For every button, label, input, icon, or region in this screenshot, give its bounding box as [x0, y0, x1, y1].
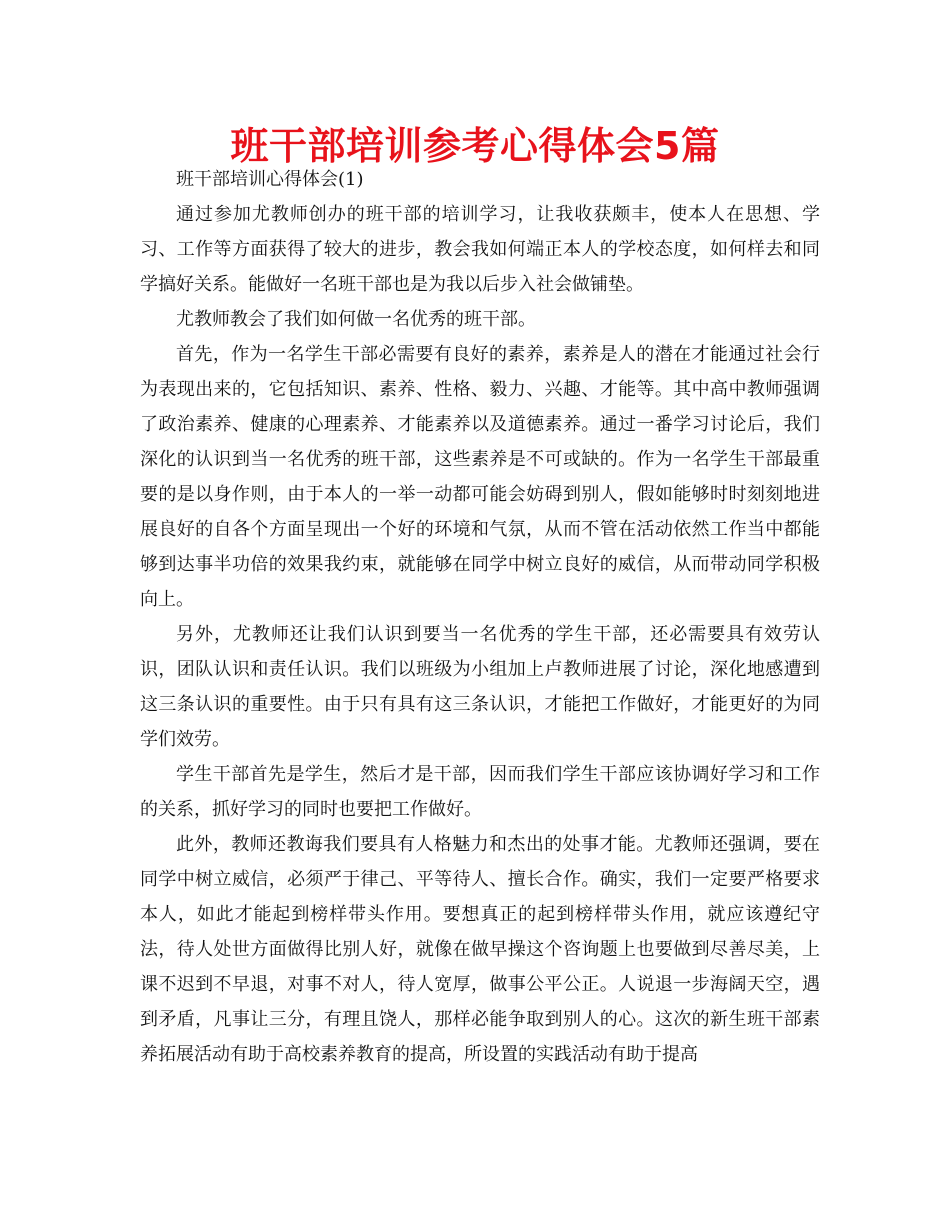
- section-subtitle: 班干部培训心得体会(1): [176, 169, 364, 190]
- paragraph-6: 此外，教师还教诲我们要具有人格魅力和杰出的处事才能。尤教师还强调，要在同学中树立威信，必须严于律己、平等待人、擅长合作。确实，我们一定要严格要求本人，如此才能起到榜样带头作用。要想真正的起到榜样带头作用，就应该遵纪守法，待人处世方面做得比别人好，就像在做早操这个咨询题上也要做到尽善尽美，上课不迟到不早退，对事不对人，待人宽厚，做事公平公正。人说退一步海阔天空，遇到矛盾，凡事让三分，有理且饶人，那样必能争取到别人的心。这次的新生班干部素养拓展活动有助于高校素养教育的提高，所设置的实践活动有助于提高: [140, 834, 820, 1065]
- paragraph-3: 首先，作为一名学生干部必需要有良好的素养，素养是人的潜在才能通过社会行为表现出来的，它包括知识、素养、性格、毅力、兴趣、才能等。其中高中教师强调了政治素养、健康的心理素养、才能素养以及道德素养。通过一番学习讨论后，我们深化的认识到当一名优秀的班干部，这些素养是不可或缺的。作为一名学生干部最重要的是以身作则，由于本人的一举一动都可能会妨碍到别人，假如能够时时刻刻地进展良好的自各个方面呈现出一个好的环境和气氛，从而不管在活动依然工作当中都能够到达事半功倍的效果我约束，就能够在同学中树立良好的威信，从而带动同学积极向上。: [140, 344, 820, 610]
- document-body: [140, 162, 820, 1072]
- paragraph-2: 尤教师教会了我们如何做一名优秀的班干部。: [176, 309, 536, 330]
- paragraph-5: 学生干部首先是学生，然后才是干部，因而我们学生干部应该协调好学习和工作的关系，抓好学习的同时也要把工作做好。: [140, 764, 820, 820]
- paragraph-4: 另外，尤教师还让我们认识到要当一名优秀的学生干部，还必需要具有效劳认识，团队认识和责任认识。我们以班级为小组加上卢教师进展了讨论，深化地感遭到这三条认识的重要性。由于只有具有这三条认识，才能把工作做好，才能更好的为同学们效劳。: [140, 624, 820, 750]
- document-title: 班干部培训参考心得体会5篇: [230, 124, 720, 168]
- paragraph-1: 通过参加尤教师创办的班干部的培训学习，让我收获颇丰，使本人在思想、学习、工作等方面获得了较大的进步，教会我如何端正本人的学校态度，如何样去和同学搞好关系。能做好一名班干部也是为我以后步入社会做铺垫。: [140, 204, 820, 295]
